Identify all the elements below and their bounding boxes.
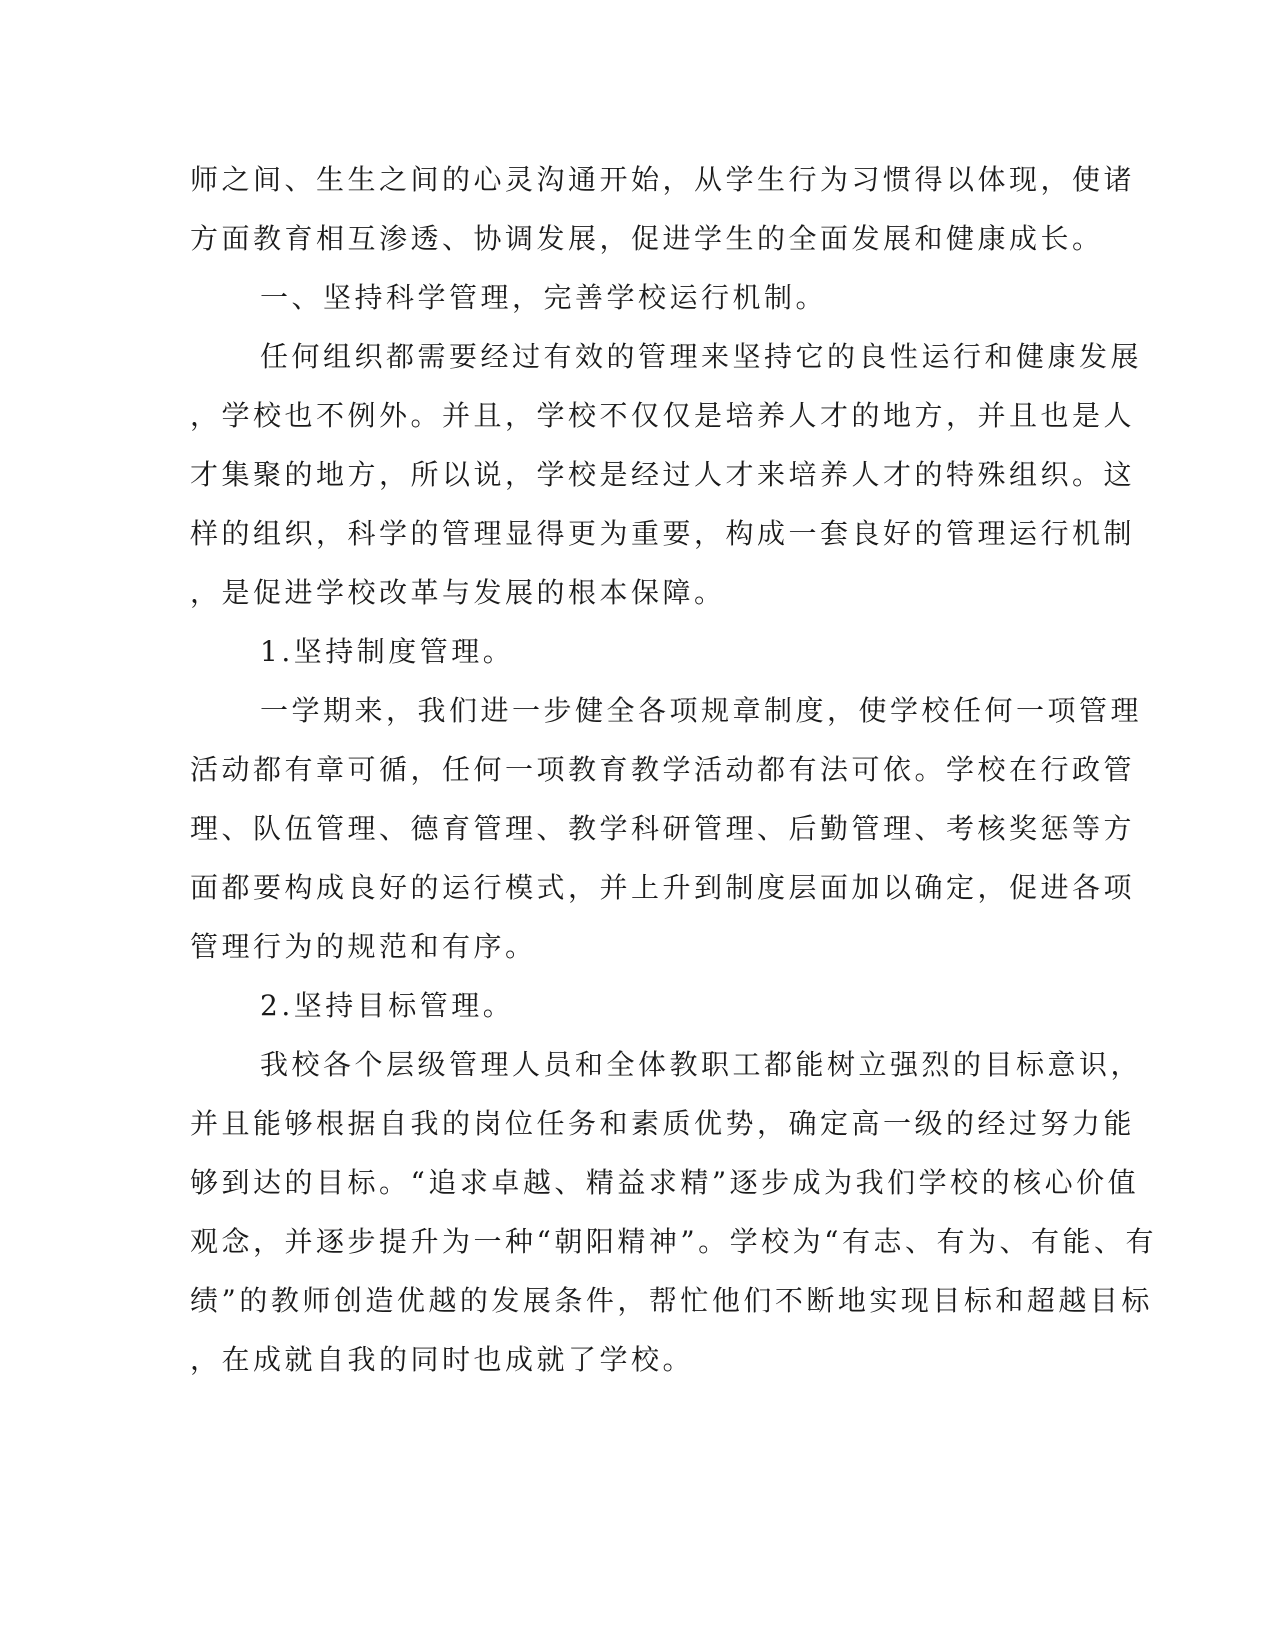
- body-text-line: 理、队伍管理、德育管理、教学科研管理、后勤管理、考核奖惩等方: [190, 812, 1136, 845]
- body-text-line: 才集聚的地方，所以说，学校是经过人才来培养人才的特殊组织。这: [190, 458, 1136, 491]
- body-text-line: 样的组织，科学的管理显得更为重要，构成一套良好的管理运行机制: [190, 517, 1136, 550]
- body-text-line: 我校各个层级管理人员和全体教职工都能树立强烈的目标意识，: [260, 1048, 1143, 1081]
- subsection-heading: 2.坚持目标管理。: [260, 989, 515, 1022]
- body-text-line: 师之间、生生之间的心灵沟通开始，从学生行为习惯得以体现，使诸: [190, 163, 1136, 196]
- body-text-line: ，在成就自我的同时也成就了学校。: [190, 1343, 695, 1376]
- body-text-line: 观念，并逐步提升为一种“朝阳精神”。学校为“有志、有为、有能、有: [190, 1225, 1157, 1258]
- body-text-line: 管理行为的规范和有序。: [190, 930, 537, 963]
- body-text-line: 活动都有章可循，任何一项教育教学活动都有法可依。学校在行政管: [190, 753, 1136, 786]
- body-text-line: 并且能够根据自我的岗位任务和素质优势，确定高一级的经过努力能: [190, 1107, 1136, 1140]
- section-heading: 一、坚持科学管理，完善学校运行机制。: [260, 281, 828, 314]
- body-text-line: ，学校也不例外。并且，学校不仅仅是培养人才的地方，并且也是人: [190, 399, 1136, 432]
- body-text-line: ，是促进学校改革与发展的根本保障。: [190, 576, 726, 609]
- body-text-line: 够到达的目标。“追求卓越、精益求精”逐步成为我们学校的核心价值: [190, 1166, 1140, 1199]
- body-text-line: 面都要构成良好的运行模式，并上升到制度层面加以确定，促进各项: [190, 871, 1136, 904]
- body-text-line: 一学期来，我们进一步健全各项规章制度，使学校任何一项管理: [260, 694, 1143, 727]
- subsection-heading: 1.坚持制度管理。: [260, 635, 515, 668]
- body-text-line: 方面教育相互渗透、协调发展，促进学生的全面发展和健康成长。: [190, 222, 1104, 255]
- body-text-line: 任何组织都需要经过有效的管理来坚持它的良性运行和健康发展: [260, 340, 1143, 373]
- body-text-line: 绩”的教师创造优越的发展条件，帮忙他们不断地实现目标和超越目标: [190, 1284, 1153, 1317]
